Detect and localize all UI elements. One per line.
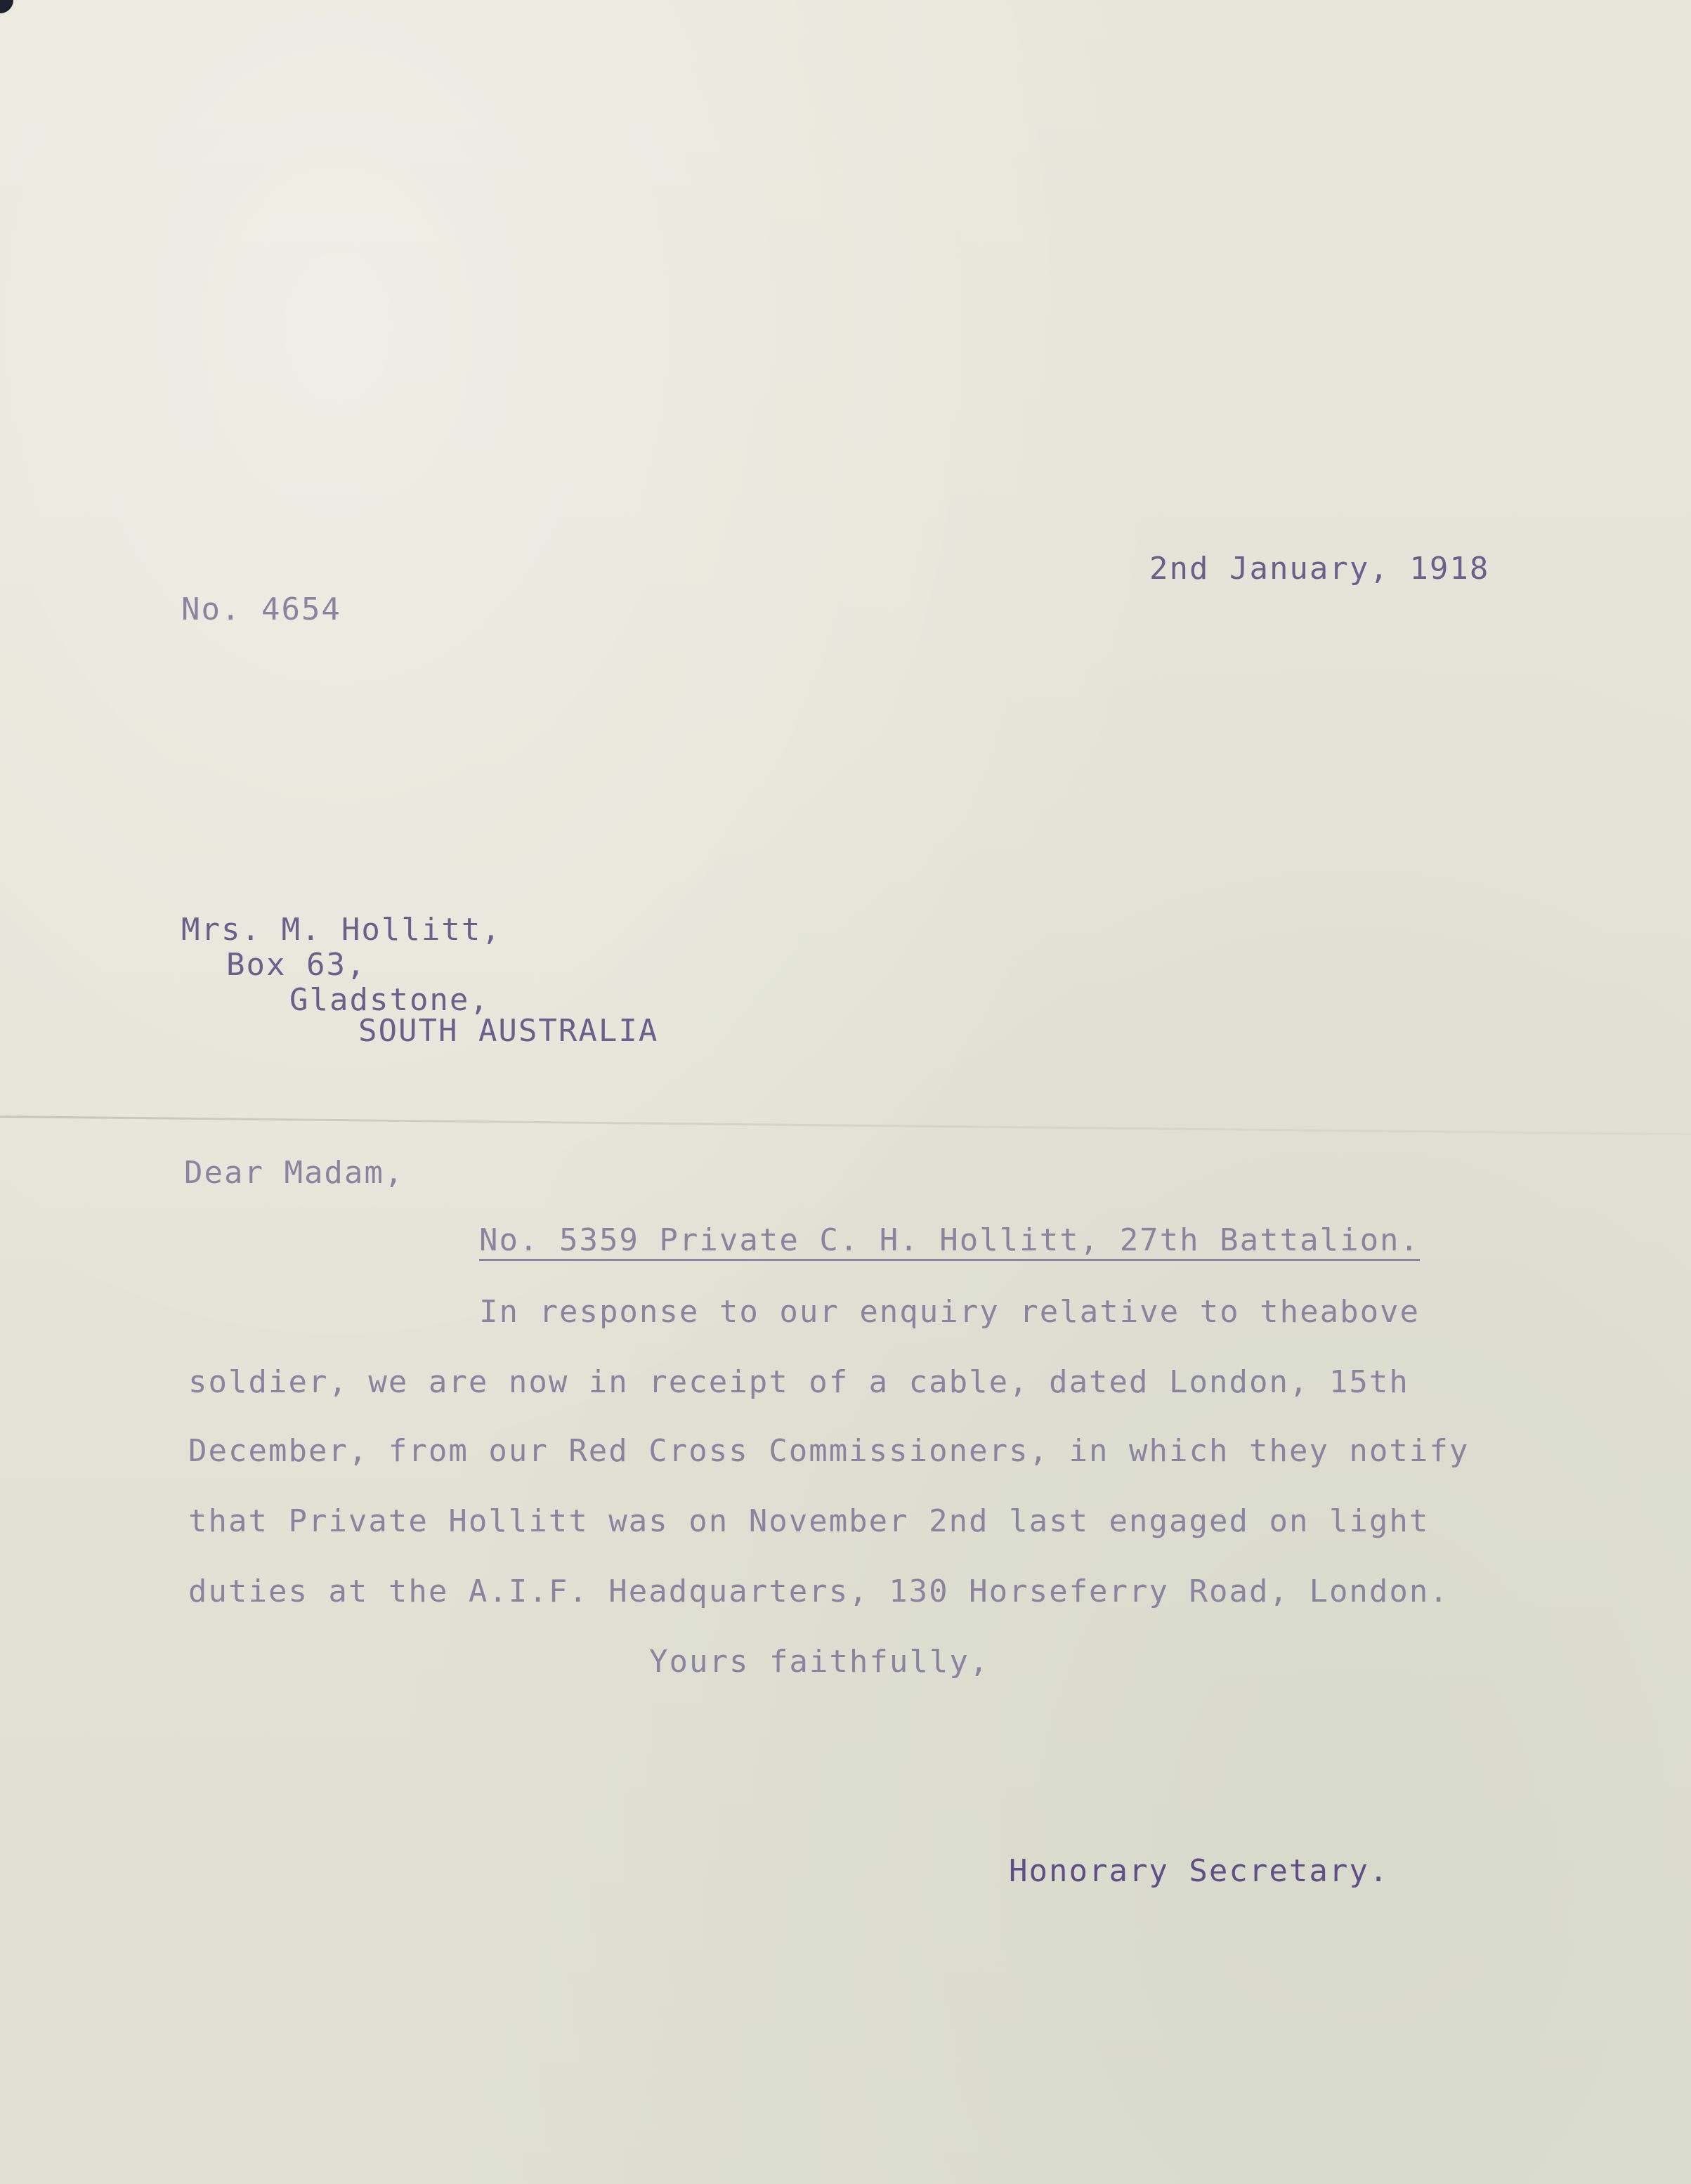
body-line: soldier, we are now in receipt of a cable, dated London, 15th bbox=[188, 1364, 1409, 1400]
body-line: that Private Hollitt was on November 2nd last engaged on light bbox=[188, 1503, 1430, 1539]
recipient-region: SOUTH AUSTRALIA bbox=[358, 1013, 659, 1049]
reference-number: No. 4654 bbox=[181, 591, 341, 627]
letter-date: 2nd January, 1918 bbox=[1149, 551, 1490, 587]
recipient-town: Gladstone, bbox=[289, 982, 490, 1018]
recipient-name: Mrs. M. Hollitt, bbox=[181, 912, 502, 948]
body-line: duties at the A.I.F. Headquarters, 130 Horseferry Road, London. bbox=[188, 1574, 1449, 1609]
body-line: December, from our Red Cross Commissioners, in which they notify bbox=[188, 1433, 1470, 1469]
salutation: Dear Madam, bbox=[184, 1155, 405, 1191]
closing: Yours faithfully, bbox=[649, 1644, 990, 1680]
paper-fold-line bbox=[0, 1116, 1691, 1135]
recipient-box: Box 63, bbox=[226, 947, 367, 983]
signature-title: Honorary Secretary. bbox=[1009, 1853, 1390, 1889]
page-corner-shadow bbox=[0, 0, 15, 15]
subject-line: No. 5359 Private C. H. Hollitt, 27th Battalion. bbox=[479, 1222, 1421, 1258]
body-line: In response to our enquiry relative to theabove bbox=[479, 1294, 1421, 1330]
